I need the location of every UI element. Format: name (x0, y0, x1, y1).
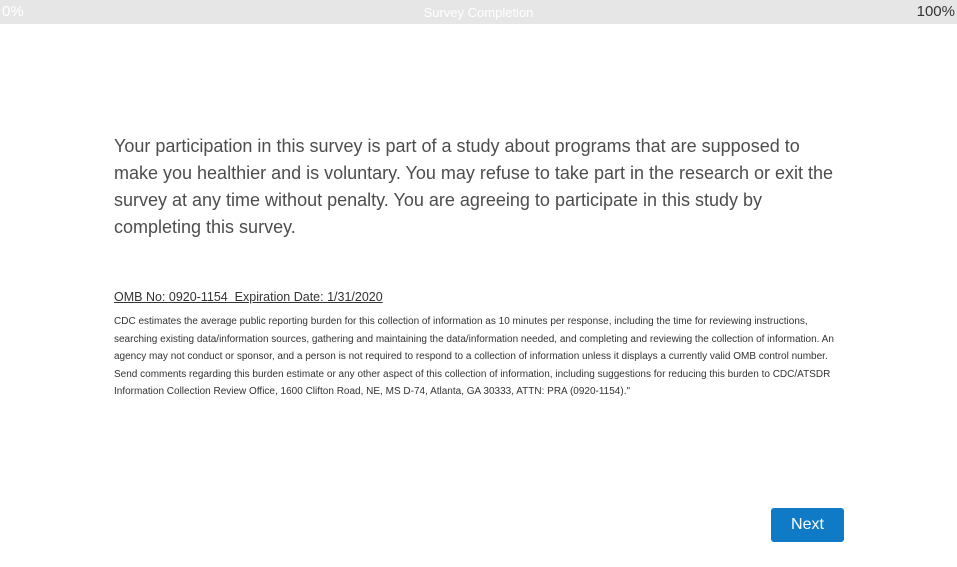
next-button[interactable]: Next (771, 508, 844, 542)
consent-statement: Your participation in this survey is part of a study about programs that are supposed to make you healthier and is voluntary. You may refuse to take part in the research or exit the survey at any time without penalty. You are agreeing to participate in this study by completing this survey. (114, 136, 834, 237)
progress-start-label: 0% (2, 3, 24, 20)
progress-end-label: 100% (916, 3, 955, 20)
progress-title: Survey Completion (423, 5, 534, 20)
omb-number-header: OMB No: 0920-1154 Expiration Date: 1/31/2020 (114, 290, 383, 304)
omb-burden-statement: CDC estimates the average public reporting burden for this collection of information as 10 minutes per response, including the time for reviewing instructions, searching existing data/information sources, gathering and maintaining the data/information needed, and completing and reviewing the collection of information. An agency may not conduct or sponsor, and a person is not required to respond to a collection of information unless it displays a currently valid OMB control number. Send comments regarding this burden estimate or any other aspect of this collection of information, including suggestions for reducing this burden to CDC/ATSDR Information Collection Review Office, 1600 Clifton Road, NE, MS D-74, Atlanta, GA 30333, ATTN: PRA (0920-1154)." (114, 316, 834, 397)
progress-bar (0, 0, 957, 24)
